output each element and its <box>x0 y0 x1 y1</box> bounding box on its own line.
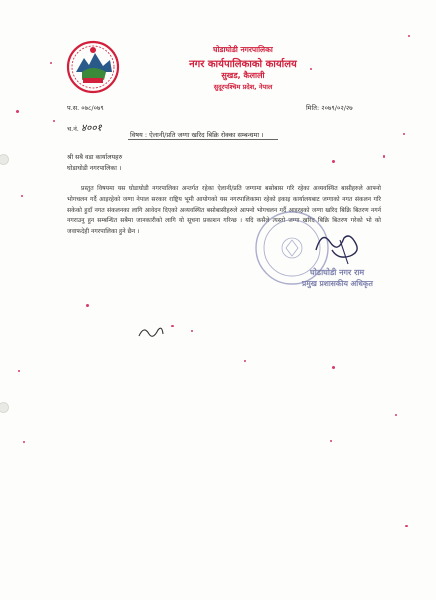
office-name: नगर कार्यपालिकाको कार्यालय <box>189 59 297 70</box>
letter-body: प्रस्तुत विषयमा यस घोडाघोडी नगरपालिका अन्तर्गत रहेका ऐलानी/प्रति जग्गामा बसोबास गरि रहेका अव्यवस्थित बासीहरुले आफ्नो भोगचलन गर्दै आइरहेको जग्गा नेपाल सरकार राष्ट्रिय भूमी आयोगको यस नगरपालिकामा रहेको इकाइ कार्यालयबाट जग्गाको नगत संकलन गरि सकेको हुदाँ नगत संकलनका लागि आवेदन दिएको अव्यवस्थित बसोबासीहरुले आफ्नो भोगचलन गर्दै आइरहको जग्गा खरिद बिक्रि बितरण नगर्न नगराउनु हुन सम्बन्धित सबैमा जानकारीको लागि यो सूचना प्रकाशन गरिन्छ । यदि कसैले त्यस्तो जग्गा खरिद बिक्रि बितरण गरेको भो को जवाफदेही नगरपालिका हुने छैन । <box>67 185 381 236</box>
nepal-emblem-icon <box>66 40 120 94</box>
letter-reference <box>67 103 104 112</box>
ink-speck <box>403 133 405 135</box>
initial-signature <box>136 322 166 344</box>
ink-speck <box>310 68 312 70</box>
ink-speck <box>332 160 335 163</box>
dispatch-number <box>67 120 102 134</box>
letter-subject: विषय : ऐलानी/प्रति जग्गा खरिद बिक्रि रोक्का सम्बन्धमा । <box>130 131 264 139</box>
ink-speck <box>86 304 89 307</box>
subject-underline <box>128 139 278 140</box>
ink-speck <box>408 35 410 37</box>
ink-speck <box>383 155 385 158</box>
ink-speck <box>16 110 19 113</box>
letter-date <box>306 103 353 112</box>
date-label: मिति: <box>306 104 320 112</box>
ink-speck <box>21 195 23 197</box>
municipality-name: घोडाघोडी नगरपालिका <box>213 45 273 54</box>
cn-label: च.नं. <box>67 125 79 133</box>
cn-value: ४००१ <box>80 123 102 134</box>
ink-speck <box>395 414 397 416</box>
punch-hole-mark <box>0 154 9 165</box>
seal-line-2: प्रमुख प्रशासकीय अधिकृत <box>302 279 373 288</box>
officer-seal <box>300 262 396 302</box>
office-location: सुखड, कैलाली <box>221 71 265 80</box>
ps-value: ०७८/०७९ <box>81 104 104 112</box>
recipient-line-2: घोडाघोडी नगरपालिका । <box>67 165 122 172</box>
punch-hole-mark <box>0 402 9 413</box>
ink-speck <box>405 525 408 527</box>
ink-speck <box>244 360 246 362</box>
ps-label: प.स. <box>67 104 80 112</box>
date-value: २०७९/०२/२७ <box>321 104 353 112</box>
ink-speck <box>50 62 52 64</box>
ink-speck <box>18 370 20 372</box>
ink-speck <box>330 440 332 442</box>
ink-speck <box>53 120 55 122</box>
ink-speck <box>23 441 25 443</box>
ink-speck <box>171 325 174 327</box>
seal-line-1: घोडाघोडी नगर राम <box>310 268 365 277</box>
recipient-line-1: श्री सबै वडा कार्यालयहरु <box>67 154 123 161</box>
province-country: सुदूरपश्चिम प्रदेश, नेपाल <box>213 83 273 91</box>
ink-speck <box>332 366 335 369</box>
ink-speck <box>191 330 193 332</box>
